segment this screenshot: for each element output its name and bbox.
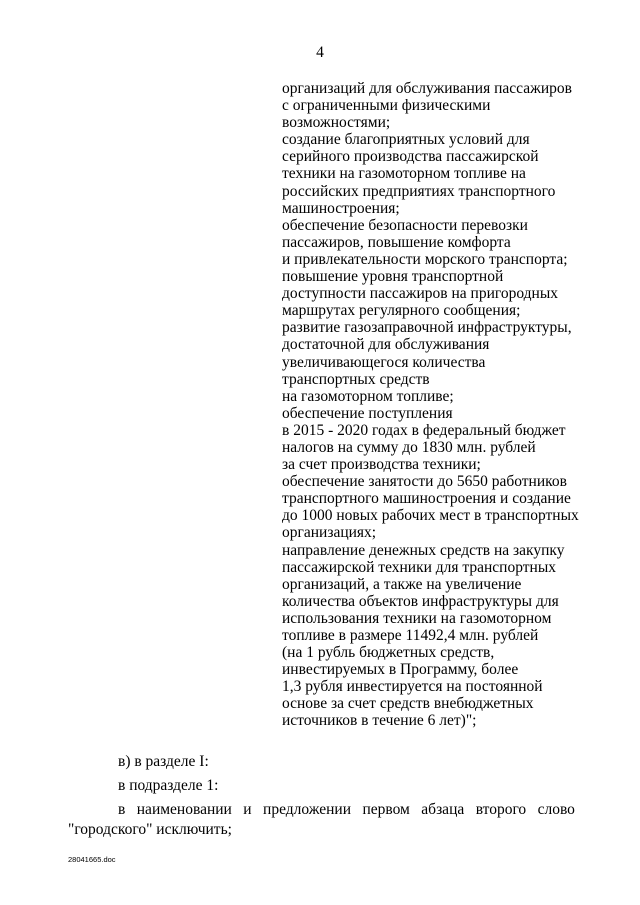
word: слово [537,801,575,818]
text-line: источников в течение 6 лет)"; [282,712,477,730]
text-line: количества объектов инфраструктуры для [282,592,559,610]
text-line: возможностями; [282,114,391,132]
text-line: до 1000 новых рабочих мест в транспортных [282,507,579,525]
text-line: (на 1 рубль бюджетных средств, [282,644,495,662]
footer-filename: 28041665.doc [68,855,116,864]
text-line: и привлекательности морского транспорта; [282,250,568,268]
section-heading: в) в разделе I: [118,753,209,770]
text-line: за счет производства техники; [282,456,481,474]
text-line: пассажирской техники для транспортных [282,558,557,576]
text-line: направление денежных средств на закупку [282,541,565,559]
text-line: транспортных средств [282,370,430,388]
text-line: серийного производства пассажирской [282,148,539,166]
word: абзаца [421,801,465,818]
page-number: 4 [316,44,324,61]
subsection-heading: в подразделе 1: [118,777,219,794]
text-line: организаций для обслуживания пассажиров [282,80,572,97]
word: и [243,801,252,818]
word: второго [475,801,527,818]
text-line: 1,3 рубля инвестируется на постоянной [282,678,543,696]
text-line: создание благоприятных условий для [282,131,530,149]
word: предложении [263,801,352,818]
text-line: доступности пассажиров на пригородных [282,285,558,303]
text-line: топливе в размере 11492,4 млн. рублей [282,627,539,644]
text-line: обеспечение поступления [282,404,453,422]
word: наименовании [136,801,232,818]
text-line: с ограниченными физическими [282,97,491,115]
text-line: обеспечение безопасности перевозки [282,216,528,234]
text-line: маршрутах регулярного сообщения; [282,302,521,320]
text-line: российских предприятиях транспортного [282,182,556,200]
text-line: использования техники на газомоторном [282,609,552,627]
text-line: повышение уровня транспортной [282,268,504,286]
word: первом [362,801,410,818]
amendment-paragraph-line-2: "городского" исключить; [68,821,232,838]
text-line: машиностроения; [282,199,400,217]
program-goals-text [282,80,622,730]
text-line: на газомоторном топливе; [282,387,454,405]
word: в [118,801,126,818]
amendment-paragraph-line-1 [118,800,575,820]
text-line: инвестируемых в Программу, более [282,661,519,679]
text-line: налогов на сумму до 1830 млн. рублей [282,438,536,456]
text-line: техники на газомоторном топливе на [282,165,526,183]
text-line: в 2015 - 2020 годах в федеральный бюджет [282,421,566,439]
text-line: обеспечение занятости до 5650 работников [282,473,567,491]
text-line: основе за счет средств внебюджетных [282,695,534,713]
text-line: пассажиров, повышение комфорта [282,233,511,251]
text-line: достаточной для обслуживания [282,336,490,354]
text-line: транспортного машиностроения и создание [282,490,571,508]
text-line: организаций, а также на увеличение [282,575,522,593]
text-line: организациях; [282,524,377,542]
text-line: увеличивающегося количества [282,353,486,371]
text-line: развитие газозаправочной инфраструктуры, [282,319,572,337]
